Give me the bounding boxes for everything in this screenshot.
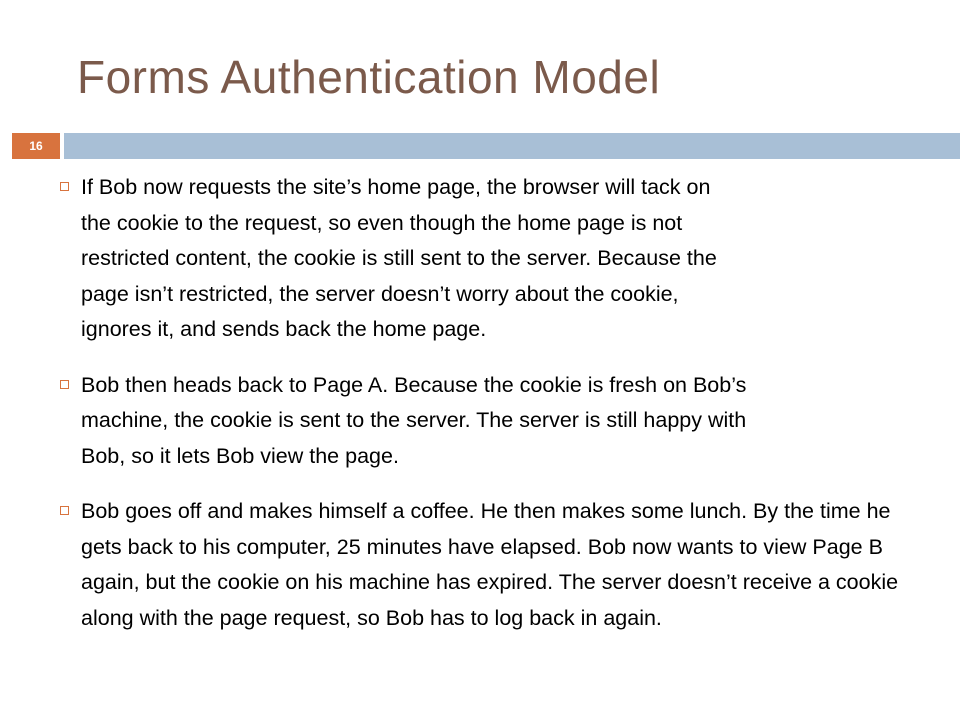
square-bullet-icon (60, 380, 69, 389)
bullet-text: If Bob now requests the site’s home page, the browser will tack on the cookie to the request, so even though the home page is not restricted content, the cookie is still sent to the server. Because the page isn’t restricted, the server doesn’t worry about the cookie, ignores it, and sends back the home page. (81, 175, 717, 341)
slide-title: Forms Authentication Model (77, 51, 661, 103)
header-bar (64, 133, 960, 159)
bullet-item-1 (60, 170, 940, 348)
bullet-text: Bob then heads back to Page A. Because the cookie is fresh on Bob’s machine, the cookie is sent to the server. The server is still happy with Bob, so it lets Bob view the page. (81, 372, 747, 468)
square-bullet-icon (60, 506, 69, 515)
bullet-text: Bob goes off and makes himself a coffee. He then makes some lunch. By the time he gets back to his computer, 25 minutes have elapsed. Bob now wants to view Page B again, but the cookie on his machine has expired. The server doesn’t receive a cookie along with the page request, so Bob has to log back in again. (81, 499, 899, 630)
bullet-list (60, 170, 940, 656)
bullet-item-2 (60, 368, 940, 475)
bullet-item-3 (60, 494, 940, 636)
square-bullet-icon (60, 182, 69, 191)
slide-number-badge: 16 (12, 133, 60, 159)
